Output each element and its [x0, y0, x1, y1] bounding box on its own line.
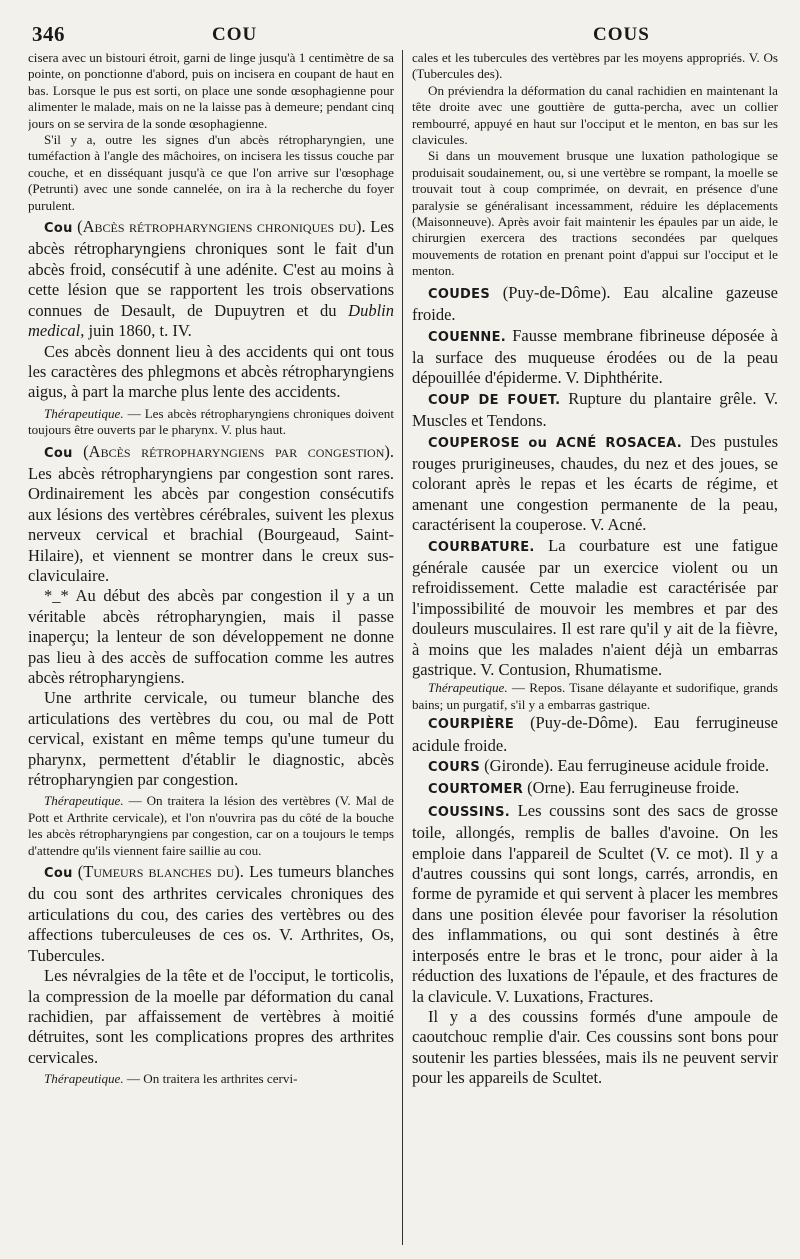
entry-text: Les abcès rétropharyngiens par congestion sont rares. Ordinairement les abcès par congestion consécutifs aux lésions des vertèbres cérébrales, suivent les plexus nerveux cervical et brachial (Bourgeaud, Saint-Hilaire), et viennent se montrer dans le creux sus-claviculaire. — [28, 463, 394, 585]
paragraph: Si dans un mouvement brusque une luxation pathologique se produisait soudainement, ou, si une vertèbre se rompant, la moelle se trouvait tout à coup comprimée, on devrait, en présence d'une paralysie se généralisant incessamment, réduire les déplacements (Maisonneuve). Après avoir fait maintenir les épaules par un aide, le chirurgien exercera des tractions secondées par quelques mouvements de rotation en prenant point d'appui sur l'occiput et le menton. — [412, 148, 778, 279]
entry-headword: Cou — [44, 221, 73, 237]
entry-text: Les abcès rétropharyngiens chroniques sont le fait d'un abcès froid, consécutif à une adénite. C'est au moins à cette lésion que se rapportent les trois observations connues de Desault, de Dupuytren et du — [28, 217, 394, 320]
therapeutique-label: Thérapeutique. — [44, 1071, 124, 1087]
page-header — [28, 22, 772, 48]
entry-tumeurs-blanches — [28, 862, 394, 966]
therapeutique-paragraph — [28, 1071, 394, 1087]
entry-text: , juin 1860, t. IV. — [80, 321, 192, 341]
entry-couperose — [412, 432, 778, 536]
entry-text: (Puy-de-Dôme). Eau ferrugineuse acidule froide. — [412, 713, 778, 755]
entry-text: Les tumeurs blanches du cou sont des arthrites cervicales chroniques des articulations du cou, des caries des vertèbres ou des affections tuberculeuses de ces os. V. Arthrites, Os, Tubercules. — [28, 862, 394, 965]
entry-headword: COURS — [428, 760, 481, 776]
left-running-head: COU — [212, 24, 258, 45]
entry-coudes — [412, 283, 778, 326]
therapeutique-label: Thérapeutique. — [44, 405, 124, 421]
entry-text: (Puy-de-Dôme). Eau alcaline gazeuse froide. — [412, 282, 778, 325]
therapeutique-paragraph — [28, 406, 394, 439]
therapeutique-text: — On traitera les arthrites cervi- — [123, 1071, 298, 1087]
entry-text: Les coussins sont des sacs de grosse toile, allongés, remplis de balles d'avoine. On les emploie dans l'appareil de Scultet (V. ce mot). Il y a d'autres coussins qui sont longs, carrés, arrondis, en forme de pyramide et qui servent à placer les membres dans une position élevée pour favoriser la résolution des inflammations, ou qui sont destinés à être interposés entre le bras et le tronc, pour aider à la réduction des luxations de l'épaule, et des fractures de la clavicule. V. Luxations, Fractures. — [412, 800, 778, 1006]
paragraph: Les névralgies de la tête et de l'occiput, le torticolis, la compression de la moelle par déformation du canal rachidien, par affaissement de vertèbres à moitié détruites, sont les complications propres des arthrites cervicales. — [28, 966, 394, 1067]
entry-subtitle: (Abcès rétropharyngiens par congestion). — [83, 441, 394, 461]
entry-courtomer — [412, 778, 778, 800]
entry-couenne — [412, 326, 778, 389]
entry-subtitle: (Tumeurs blanches du). — [77, 862, 244, 882]
entry-courbature — [412, 536, 778, 681]
therapeutique-label: Thérapeutique. — [428, 680, 508, 696]
column-divider — [402, 50, 403, 1245]
therapeutique-text: — On traitera la lésion des vertèbres (V. Mal de Pott et Arthrite cervicale), et l'on n'ouvrira pas du côté de la bouche les abcès rétropharyngiens par congestion, car on a toujours le temps d'attendre qu'ils viennent faire saillie au cou. — [28, 793, 394, 858]
entry-headword: Cou — [44, 445, 73, 461]
right-running-head: COUS — [593, 24, 650, 45]
paragraph: Ces abcès donnent lieu à des accidents qui ont tous les caractères des phlegmons et abcès rétropharyngiens aigus, à part la marche plus lente des accidents. — [28, 341, 394, 402]
entry-headword: COURBATURE. — [428, 539, 535, 555]
entry-headword: COURPIÈRE — [428, 717, 514, 733]
journal-title: Dublin medical — [28, 300, 394, 341]
paragraph: cales et les tubercules des vertèbres par les moyens appropriés. V. Os (Tubercules des). — [412, 50, 778, 82]
entry-subtitle: (Abcès rétropharyngiens chroniques du). — [77, 217, 366, 237]
therapeutique-paragraph — [28, 793, 394, 859]
entry-text: Rupture du plantaire grêle. V. Muscles et Tendons. — [412, 388, 778, 431]
entry-coup-de-fouet — [412, 389, 778, 432]
therapeutique-paragraph — [412, 680, 778, 713]
therapeutique-text: — Les abcès rétropharyngiens chroniques doivent toujours être ouverts par le pharynx. V. plus haut. — [28, 405, 394, 438]
right-column — [412, 50, 778, 1251]
entry-headword: COURTOMER — [428, 782, 524, 798]
paragraph: Il y a des coussins formés d'une ampoule de caoutchouc remplie d'air. Ces coussins sont bons pour soutenir les parties blessées, mais ils ne peuvent servir pour les appareils de Scultet. — [412, 1006, 778, 1088]
page-number: 346 — [32, 22, 65, 46]
entry-headword: COUP DE FOUET. — [428, 392, 561, 408]
entry-abces-congestion — [28, 442, 394, 587]
entry-courpiere — [412, 713, 778, 756]
entry-headword: COUENNE. — [428, 329, 507, 345]
therapeutique-text: — Repos. Tisane délayante et sudorifique, grands bains; un purgatif, s'il y a embarras gastrique. — [412, 680, 778, 712]
entry-text: Fausse membrane fibrineuse déposée à la surface des muqueuse érodées ou de la peau dépouillée d'épiderme. V. Diphthérite. — [412, 325, 778, 388]
entry-text: (Orne). Eau ferrugineuse froide. — [523, 778, 740, 798]
entry-text: La courbature est une fatigue générale causée par un exercice violent ou un refroidissement. Cette maladie est caractérisée par l'impossibilité de mouvoir les membres et par des douleurs musculaires. Il est rare qu'il y ait de la fièvre, à moins que les malades n'aient déjà un embarras gastrique. V. Contusion, Rhumatisme. — [412, 535, 778, 679]
paragraph: Une arthrite cervicale, ou tumeur blanche des articulations des vertèbres du cou, ou mal de Pott cervical, existant en même temps qu'une tumeur du pharynx, permettent d'établir le diagnostic, abcès rétropharyngien par congestion. — [28, 688, 394, 790]
entry-cours — [412, 756, 778, 778]
paragraph: On préviendra la déformation du canal rachidien en maintenant la tête droite avec une gouttière de gutta-percha, avec un collier rembourré, appuyé en haut sur l'occiput et le menton, en bas sur les clavicules. — [412, 82, 778, 148]
entry-headword: COUSSINS. — [428, 804, 511, 820]
entry-headword: Cou — [44, 866, 73, 882]
paragraph: S'il y a, outre les signes d'un abcès rétropharyngien, une tuméfaction à l'angle des mâchoires, on incisera les tissus couche par couche, et en disséquant jusqu'à ce que l'on arrive sur l'œsophage (Petrunti) avec une sonde cannelée, on ira à la recherche du foyer purulent. — [28, 132, 394, 213]
entry-text: (Gironde). Eau ferrugineuse acidule froide. — [480, 756, 770, 776]
entry-text: Des pustules rouges prurigineuses, chaudes, du nez et des joues, se colorant après le repas et les écarts de régime, et amenant une congestion permanente de la peau, caractérisent la couperose. V. Acné. — [412, 431, 778, 535]
therapeutique-label: Thérapeutique. — [44, 793, 124, 809]
entry-headword: COUDES — [428, 286, 490, 302]
entry-headword: COUPEROSE ou ACNÉ ROSACEA. — [428, 435, 682, 451]
paragraph: cisera avec un bistouri étroit, garni de linge jusqu'à 1 centimètre de sa pointe, on ponctionne d'abord, puis on incisera en coupant de haut en bas. Lorsque le pus est sorti, on place une sonde œsophagienne pour alimenter le malade, mais on ne la laisse pas à demeure; pendant cinq jours on se servira de la sonde œsophagienne. — [28, 50, 394, 131]
left-column — [28, 50, 394, 1251]
entry-coussins — [412, 801, 778, 1007]
paragraph: *_* Au début des abcès par congestion il y a un véritable abcès rétropharyngien, mais il passe inaperçu; la lenteur de son développement ne donne pas lieu à des accès de suffocation comme les autres abcès rétropharyngiens. — [28, 586, 394, 687]
entry-abces-chroniques — [28, 217, 394, 341]
